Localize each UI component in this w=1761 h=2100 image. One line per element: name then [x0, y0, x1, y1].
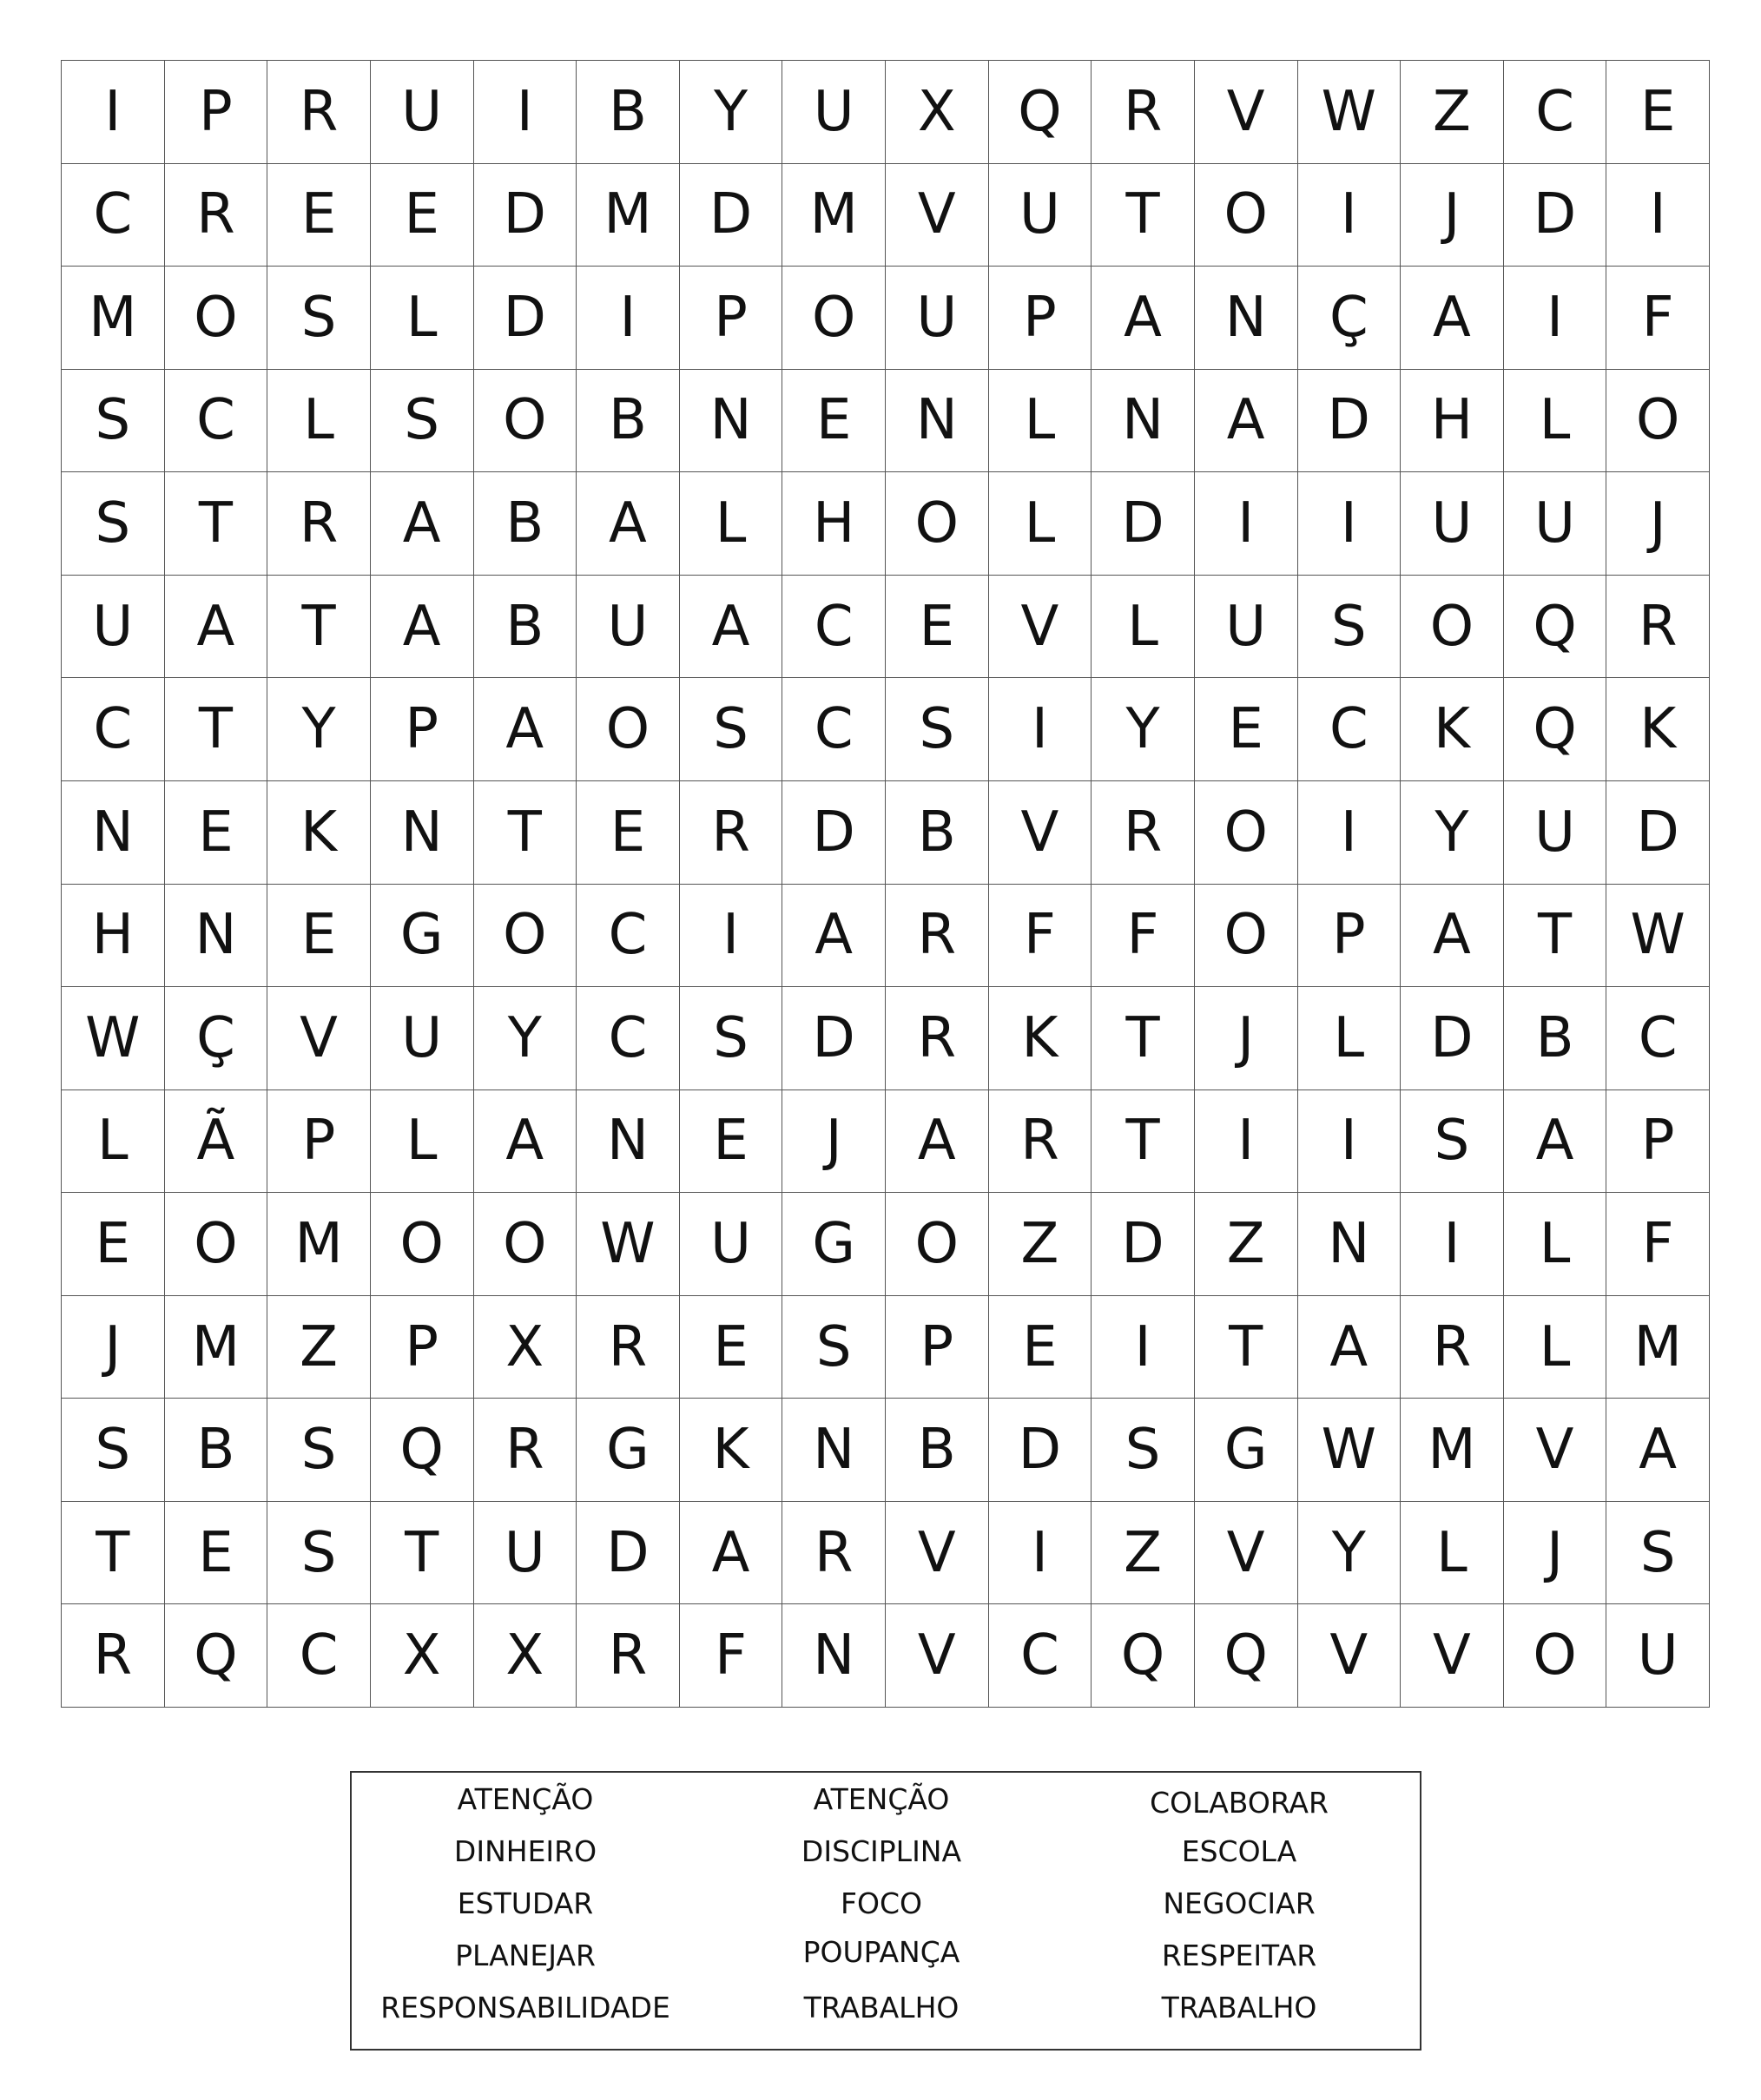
grid-cell[interactable]: L — [989, 472, 1092, 576]
grid-cell[interactable]: P — [371, 678, 474, 781]
grid-cell[interactable]: O — [886, 472, 989, 576]
grid-cell[interactable]: Ç — [165, 987, 268, 1090]
grid-cell[interactable]: Q — [1504, 678, 1607, 781]
grid-cell[interactable]: N — [680, 370, 783, 473]
grid-cell[interactable]: I — [577, 267, 680, 370]
grid-cell[interactable]: D — [782, 987, 886, 1090]
grid-cell[interactable]: N — [1092, 370, 1195, 473]
grid-cell[interactable]: D — [1298, 370, 1402, 473]
grid-cell[interactable]: E — [680, 1296, 783, 1399]
grid-cell[interactable]: R — [1606, 576, 1710, 679]
grid-cell[interactable]: R — [577, 1296, 680, 1399]
grid-cell[interactable]: X — [371, 1604, 474, 1708]
grid-cell[interactable]: D — [1092, 472, 1195, 576]
word-bank-item: ESCOLA — [1181, 1834, 1297, 1868]
grid-cell[interactable]: M — [577, 164, 680, 267]
grid-cell[interactable]: M — [165, 1296, 268, 1399]
grid-cell[interactable]: F — [1606, 267, 1710, 370]
grid-cell[interactable]: D — [1092, 1193, 1195, 1296]
grid-cell[interactable]: B — [1504, 987, 1607, 1090]
grid-cell[interactable]: U — [577, 576, 680, 679]
grid-cell[interactable]: B — [577, 370, 680, 473]
grid-cell[interactable]: L — [680, 472, 783, 576]
grid-cell[interactable]: O — [782, 267, 886, 370]
grid-cell[interactable]: A — [371, 576, 474, 679]
grid-cell[interactable]: K — [680, 1399, 783, 1502]
grid-cell[interactable]: T — [474, 781, 577, 885]
word-bank-item: COLABORAR — [1150, 1786, 1329, 1820]
grid-cell[interactable]: N — [371, 781, 474, 885]
grid-cell[interactable]: Ã — [165, 1090, 268, 1194]
grid-cell[interactable]: T — [165, 678, 268, 781]
grid-cell[interactable]: U — [680, 1193, 783, 1296]
grid-cell[interactable]: I — [1298, 781, 1402, 885]
grid-cell[interactable]: V — [1195, 1502, 1298, 1605]
grid-cell[interactable]: A — [1298, 1296, 1402, 1399]
grid-cell[interactable]: A — [474, 678, 577, 781]
grid-cell[interactable]: O — [1195, 781, 1298, 885]
grid-cell[interactable]: A — [474, 1090, 577, 1194]
word-bank-item: POUPANÇA — [802, 1935, 960, 1969]
grid-cell[interactable]: K — [1401, 678, 1504, 781]
grid-cell[interactable]: S — [1606, 1502, 1710, 1605]
grid-cell[interactable]: Z — [1401, 61, 1504, 164]
grid-cell[interactable]: U — [474, 1502, 577, 1605]
grid-cell[interactable]: C — [267, 1604, 371, 1708]
grid-cell[interactable]: I — [1195, 472, 1298, 576]
grid-cell[interactable]: S — [62, 472, 165, 576]
grid-cell[interactable]: E — [267, 885, 371, 988]
grid-cell[interactable]: M — [62, 267, 165, 370]
grid-cell[interactable]: S — [62, 370, 165, 473]
grid-cell[interactable]: N — [165, 885, 268, 988]
grid-cell[interactable]: P — [1606, 1090, 1710, 1194]
grid-cell[interactable]: L — [1504, 370, 1607, 473]
grid-cell[interactable]: Ç — [1298, 267, 1402, 370]
grid-cell[interactable]: P — [371, 1296, 474, 1399]
grid-cell[interactable]: T — [1195, 1296, 1298, 1399]
grid-cell[interactable]: U — [62, 576, 165, 679]
grid-cell[interactable]: E — [371, 164, 474, 267]
grid-cell[interactable]: A — [1606, 1399, 1710, 1502]
word-bank-item: RESPEITAR — [1161, 1939, 1317, 1972]
grid-cell[interactable]: U — [1504, 781, 1607, 885]
word-bank-item: NEGOCIAR — [1163, 1886, 1316, 1920]
grid-cell[interactable]: T — [1504, 885, 1607, 988]
grid-cell[interactable]: D — [782, 781, 886, 885]
grid-cell[interactable]: A — [1195, 370, 1298, 473]
grid-cell[interactable]: E — [267, 164, 371, 267]
word-bank-item: TRABALHO — [803, 1991, 960, 2024]
grid-cell[interactable]: S — [886, 678, 989, 781]
grid-cell[interactable]: E — [165, 1502, 268, 1605]
grid-cell[interactable]: V — [1298, 1604, 1402, 1708]
grid-cell[interactable]: L — [1504, 1296, 1607, 1399]
grid-cell[interactable]: E — [782, 370, 886, 473]
grid-cell[interactable]: T — [371, 1502, 474, 1605]
grid-cell[interactable]: B — [474, 472, 577, 576]
grid-cell[interactable]: A — [1401, 885, 1504, 988]
grid-cell[interactable]: M — [1606, 1296, 1710, 1399]
grid-cell[interactable]: N — [1298, 1193, 1402, 1296]
grid-cell[interactable]: O — [577, 678, 680, 781]
grid-cell[interactable]: C — [989, 1604, 1092, 1708]
word-bank-item: ATENÇÃO — [457, 1782, 594, 1816]
grid-cell[interactable]: Z — [989, 1193, 1092, 1296]
grid-cell[interactable]: B — [886, 781, 989, 885]
grid-cell[interactable]: W — [62, 987, 165, 1090]
word-bank-item: FOCO — [841, 1886, 922, 1920]
grid-cell[interactable]: O — [371, 1193, 474, 1296]
grid-cell[interactable]: Y — [474, 987, 577, 1090]
grid-cell[interactable]: A — [577, 472, 680, 576]
grid-cell[interactable]: P — [989, 267, 1092, 370]
grid-cell[interactable]: K — [267, 781, 371, 885]
grid-cell[interactable]: A — [680, 1502, 783, 1605]
grid-cell[interactable]: T — [267, 576, 371, 679]
word-bank-item: TRABALHO — [1161, 1991, 1317, 2024]
grid-cell[interactable]: L — [371, 267, 474, 370]
grid-cell[interactable]: M — [267, 1193, 371, 1296]
grid-cell[interactable]: I — [989, 678, 1092, 781]
grid-cell[interactable]: A — [680, 576, 783, 679]
grid-cell[interactable]: L — [989, 370, 1092, 473]
grid-cell[interactable]: S — [267, 1399, 371, 1502]
grid-cell[interactable]: M — [782, 164, 886, 267]
grid-cell[interactable]: I — [1504, 267, 1607, 370]
grid-cell[interactable]: O — [165, 1193, 268, 1296]
grid-cell[interactable]: E — [1195, 678, 1298, 781]
grid-cell[interactable]: E — [577, 781, 680, 885]
grid-cell[interactable]: A — [165, 576, 268, 679]
grid-cell[interactable]: G — [371, 885, 474, 988]
grid-cell[interactable]: C — [782, 678, 886, 781]
grid-cell[interactable]: T — [62, 1502, 165, 1605]
grid-cell[interactable]: C — [62, 678, 165, 781]
grid-cell[interactable]: T — [1092, 987, 1195, 1090]
grid-cell[interactable]: P — [165, 61, 268, 164]
grid-cell[interactable]: D — [1606, 781, 1710, 885]
grid-cell[interactable]: D — [1401, 987, 1504, 1090]
grid-cell[interactable]: Y — [1401, 781, 1504, 885]
grid-cell[interactable]: J — [1195, 987, 1298, 1090]
word-bank-item: DISCIPLINA — [801, 1834, 962, 1868]
grid-cell[interactable]: R — [1401, 1296, 1504, 1399]
grid-cell[interactable]: B — [474, 576, 577, 679]
grid-cell[interactable]: E — [886, 576, 989, 679]
grid-cell[interactable]: Q — [1092, 1604, 1195, 1708]
grid-cell[interactable]: C — [577, 885, 680, 988]
grid-cell[interactable]: V — [1504, 1399, 1607, 1502]
grid-cell[interactable]: L — [1092, 576, 1195, 679]
grid-cell[interactable]: O — [1606, 370, 1710, 473]
grid-cell[interactable]: V — [1401, 1604, 1504, 1708]
grid-cell[interactable]: L — [1298, 987, 1402, 1090]
grid-cell[interactable]: P — [267, 1090, 371, 1194]
grid-cell[interactable]: D — [577, 1502, 680, 1605]
grid-cell[interactable]: J — [1606, 472, 1710, 576]
grid-cell[interactable]: D — [474, 164, 577, 267]
grid-cell[interactable]: K — [989, 987, 1092, 1090]
grid-cell[interactable]: P — [1298, 885, 1402, 988]
grid-cell[interactable]: H — [62, 885, 165, 988]
grid-cell[interactable]: V — [267, 987, 371, 1090]
grid-cell[interactable]: V — [989, 781, 1092, 885]
grid-cell[interactable]: I — [1401, 1193, 1504, 1296]
grid-cell[interactable]: T — [1092, 1090, 1195, 1194]
grid-cell[interactable]: R — [782, 1502, 886, 1605]
grid-cell[interactable]: C — [577, 987, 680, 1090]
grid-cell[interactable]: C — [62, 164, 165, 267]
grid-cell[interactable]: C — [782, 576, 886, 679]
grid-cell[interactable]: U — [782, 61, 886, 164]
grid-cell[interactable]: U — [1606, 1604, 1710, 1708]
grid-cell[interactable]: C — [1606, 987, 1710, 1090]
grid-cell[interactable]: E — [989, 1296, 1092, 1399]
grid-cell[interactable]: E — [62, 1193, 165, 1296]
grid-cell[interactable]: O — [165, 267, 268, 370]
grid-cell[interactable]: H — [1401, 370, 1504, 473]
grid-cell[interactable]: B — [165, 1399, 268, 1502]
grid-cell[interactable]: R — [267, 472, 371, 576]
grid-cell[interactable]: R — [1092, 781, 1195, 885]
grid-cell[interactable]: N — [782, 1399, 886, 1502]
puzzle-grid — [61, 60, 1710, 1708]
word-bank-item: DINHEIRO — [453, 1834, 597, 1868]
grid-cell[interactable]: C — [165, 370, 268, 473]
grid-cell[interactable]: R — [577, 1604, 680, 1708]
grid-cell[interactable]: R — [1092, 61, 1195, 164]
grid-cell[interactable]: D — [474, 267, 577, 370]
grid-cell[interactable]: M — [1401, 1399, 1504, 1502]
grid-cell[interactable]: S — [782, 1296, 886, 1399]
grid-cell[interactable]: P — [680, 267, 783, 370]
grid-cell[interactable]: A — [1504, 1090, 1607, 1194]
grid-cell[interactable]: R — [267, 61, 371, 164]
grid-cell[interactable]: Q — [989, 61, 1092, 164]
grid-cell[interactable]: R — [62, 1604, 165, 1708]
grid-cell[interactable]: I — [1195, 1090, 1298, 1194]
grid-cell[interactable]: R — [886, 987, 989, 1090]
grid-cell[interactable]: I — [1298, 472, 1402, 576]
grid-cell[interactable]: D — [680, 164, 783, 267]
grid-cell[interactable]: G — [782, 1193, 886, 1296]
grid-cell[interactable]: A — [1092, 267, 1195, 370]
grid-cell[interactable]: R — [474, 1399, 577, 1502]
grid-cell[interactable]: Y — [1092, 678, 1195, 781]
grid-cell[interactable]: I — [1298, 1090, 1402, 1194]
grid-cell[interactable]: U — [1401, 472, 1504, 576]
grid-cell[interactable]: K — [1606, 678, 1710, 781]
grid-cell[interactable]: S — [1401, 1090, 1504, 1194]
grid-cell[interactable]: T — [165, 472, 268, 576]
word-bank-item: ESTUDAR — [457, 1886, 594, 1920]
grid-cell[interactable]: L — [267, 370, 371, 473]
grid-cell[interactable]: Y — [1298, 1502, 1402, 1605]
grid-cell[interactable]: I — [474, 61, 577, 164]
grid-cell[interactable]: S — [371, 370, 474, 473]
word-bank — [350, 1771, 1421, 2051]
grid-cell[interactable]: W — [1298, 61, 1402, 164]
grid-cell[interactable]: J — [782, 1090, 886, 1194]
grid-cell[interactable]: N — [1195, 267, 1298, 370]
grid-cell[interactable]: C — [1298, 678, 1402, 781]
grid-cell[interactable]: W — [577, 1193, 680, 1296]
grid-cell[interactable]: F — [680, 1604, 783, 1708]
grid-cell[interactable]: S — [680, 987, 783, 1090]
grid-cell[interactable]: F — [1092, 885, 1195, 988]
grid-cell[interactable]: O — [1401, 576, 1504, 679]
grid-cell[interactable]: N — [577, 1090, 680, 1194]
grid-cell[interactable]: L — [371, 1090, 474, 1194]
grid-cell[interactable]: A — [1401, 267, 1504, 370]
grid-cell[interactable]: T — [1092, 164, 1195, 267]
grid-cell[interactable]: Q — [1504, 576, 1607, 679]
grid-cell[interactable]: B — [886, 1399, 989, 1502]
grid-cell[interactable]: S — [267, 1502, 371, 1605]
grid-cell[interactable]: I — [62, 61, 165, 164]
grid-cell[interactable]: A — [782, 885, 886, 988]
grid-cell[interactable]: Q — [1195, 1604, 1298, 1708]
grid-cell[interactable]: E — [680, 1090, 783, 1194]
grid-cell[interactable]: O — [886, 1193, 989, 1296]
grid-cell[interactable]: N — [62, 781, 165, 885]
grid-cell[interactable]: V — [989, 576, 1092, 679]
grid-cell[interactable]: R — [165, 164, 268, 267]
grid-cell[interactable]: O — [474, 370, 577, 473]
grid-cell[interactable]: O — [1195, 164, 1298, 267]
grid-cell[interactable]: J — [1401, 164, 1504, 267]
grid-cell[interactable]: E — [165, 781, 268, 885]
grid-cell[interactable]: V — [886, 1604, 989, 1708]
grid-cell[interactable]: A — [371, 472, 474, 576]
grid-cell[interactable]: Z — [1195, 1193, 1298, 1296]
grid-cell[interactable]: X — [886, 61, 989, 164]
grid-cell[interactable]: Z — [267, 1296, 371, 1399]
grid-cell[interactable]: F — [1606, 1193, 1710, 1296]
grid-cell[interactable]: Q — [165, 1604, 268, 1708]
grid-cell[interactable]: W — [1606, 885, 1710, 988]
word-bank-item: ATENÇÃO — [813, 1782, 950, 1816]
grid-cell[interactable]: U — [371, 987, 474, 1090]
grid-cell[interactable]: E — [1606, 61, 1710, 164]
grid-cell[interactable]: V — [886, 1502, 989, 1605]
grid-cell[interactable]: I — [1092, 1296, 1195, 1399]
grid-cell[interactable]: R — [886, 885, 989, 988]
grid-cell[interactable]: U — [1195, 576, 1298, 679]
word-bank-item: RESPONSABILIDADE — [380, 1991, 670, 2024]
grid-cell[interactable]: L — [62, 1090, 165, 1194]
grid-cell[interactable]: G — [1195, 1399, 1298, 1502]
grid-cell[interactable]: X — [474, 1296, 577, 1399]
grid-cell[interactable]: I — [680, 885, 783, 988]
grid-cell[interactable]: D — [1504, 164, 1607, 267]
grid-cell[interactable]: J — [1504, 1502, 1607, 1605]
grid-cell[interactable]: H — [782, 472, 886, 576]
grid-cell[interactable]: O — [1195, 885, 1298, 988]
grid-cell[interactable]: Y — [680, 61, 783, 164]
grid-cell[interactable]: S — [1092, 1399, 1195, 1502]
grid-cell[interactable]: S — [1298, 576, 1402, 679]
grid-cell[interactable]: J — [62, 1296, 165, 1399]
grid-cell[interactable]: Z — [1092, 1502, 1195, 1605]
grid-cell[interactable]: Q — [371, 1399, 474, 1502]
word-bank-item: PLANEJAR — [455, 1939, 596, 1972]
grid-cell[interactable]: X — [474, 1604, 577, 1708]
grid-cell[interactable]: L — [1401, 1502, 1504, 1605]
grid-cell[interactable]: I — [1606, 164, 1710, 267]
grid-cell[interactable]: P — [886, 1296, 989, 1399]
grid-cell[interactable]: N — [782, 1604, 886, 1708]
grid-cell[interactable]: I — [1298, 164, 1402, 267]
grid-cell[interactable]: B — [577, 61, 680, 164]
grid-cell[interactable]: C — [1504, 61, 1607, 164]
grid-cell[interactable]: A — [886, 1090, 989, 1194]
grid-cell[interactable]: S — [267, 267, 371, 370]
grid-cell[interactable]: O — [1504, 1604, 1607, 1708]
grid-cell[interactable]: O — [474, 1193, 577, 1296]
grid-cell[interactable]: N — [886, 370, 989, 473]
grid-cell[interactable]: R — [989, 1090, 1092, 1194]
grid-cell[interactable]: V — [1195, 61, 1298, 164]
grid-cell[interactable]: V — [886, 164, 989, 267]
grid-cell[interactable]: U — [989, 164, 1092, 267]
grid-cell[interactable]: D — [989, 1399, 1092, 1502]
grid-cell[interactable]: W — [1298, 1399, 1402, 1502]
grid-cell[interactable]: S — [680, 678, 783, 781]
grid-cell[interactable]: O — [474, 885, 577, 988]
grid-cell[interactable]: R — [680, 781, 783, 885]
grid-cell[interactable]: U — [371, 61, 474, 164]
grid-cell[interactable]: L — [1504, 1193, 1607, 1296]
grid-cell[interactable]: S — [62, 1399, 165, 1502]
grid-cell[interactable]: G — [577, 1399, 680, 1502]
grid-cell[interactable]: F — [989, 885, 1092, 988]
grid-cell[interactable]: Y — [267, 678, 371, 781]
grid-cell[interactable]: U — [886, 267, 989, 370]
grid-cell[interactable]: U — [1504, 472, 1607, 576]
grid-cell[interactable]: I — [989, 1502, 1092, 1605]
